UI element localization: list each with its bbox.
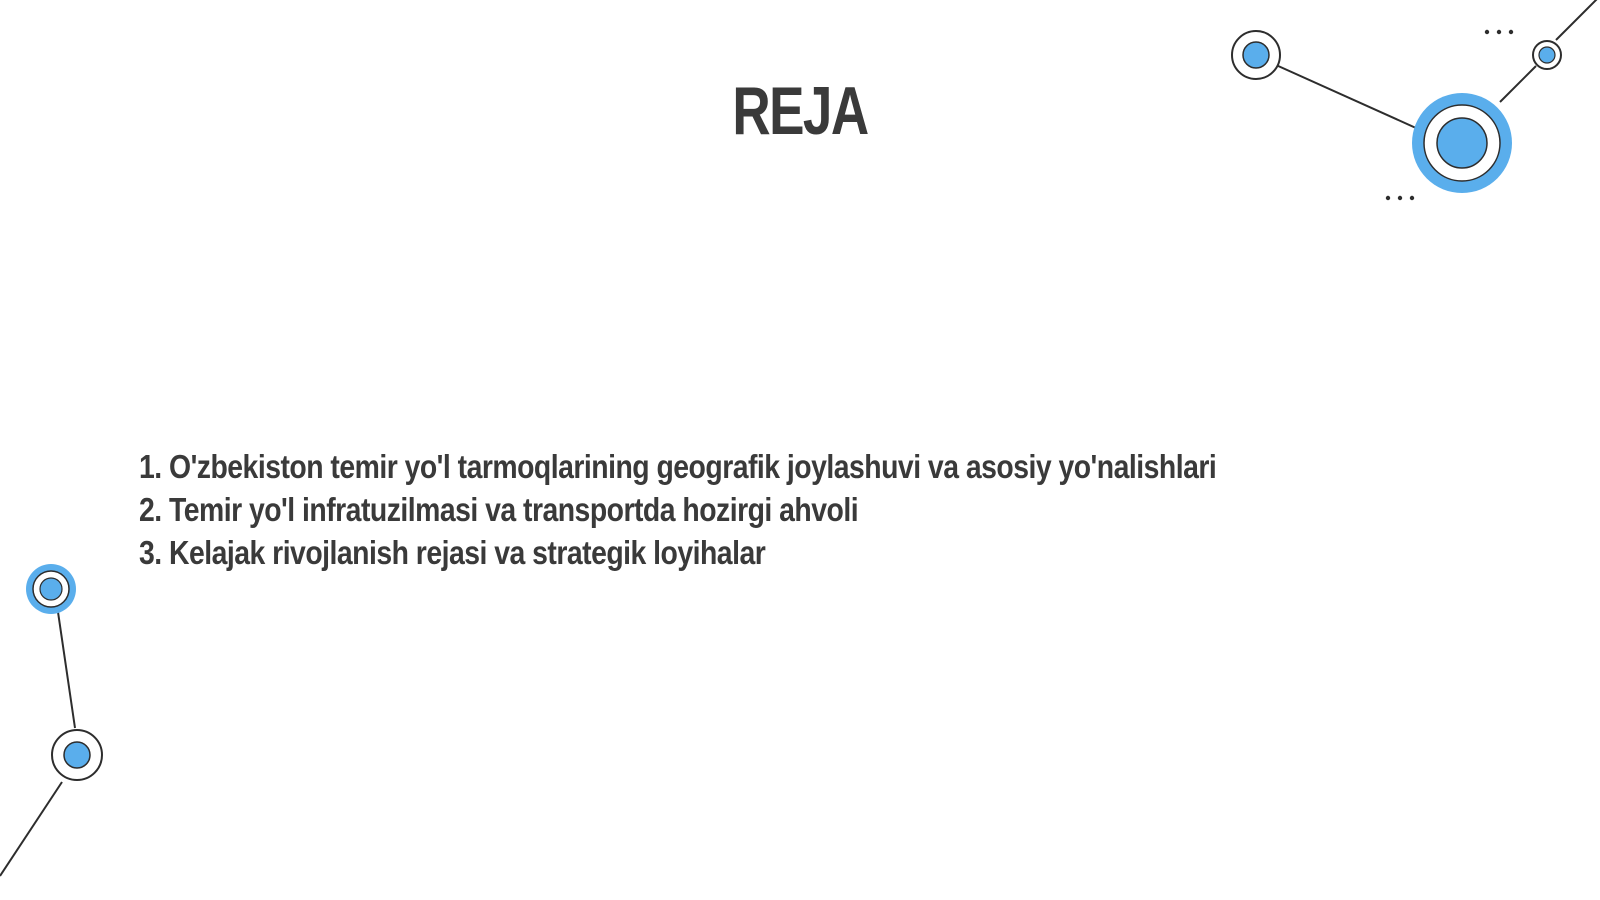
network-node-icon: [52, 730, 102, 780]
network-node-icon: [1412, 93, 1512, 193]
connector-line: [0, 782, 62, 876]
bottom-left-network: [0, 564, 102, 876]
plan-list: [139, 445, 1392, 574]
connector-line: [1556, 0, 1600, 40]
ellipsis-icon: [1386, 196, 1414, 200]
connector-line: [58, 612, 75, 728]
slide-title: REJA: [732, 73, 868, 149]
plan-item: 2. Temir yo'l infratuzilmasi va transportda hozirgi ahvoli: [139, 491, 859, 528]
connector-line: [1500, 66, 1536, 102]
plan-item: 1. O'zbekiston temir yo'l tarmoqlarining geografik joylashuvi va asosiy yo'nalishlari: [139, 448, 1217, 485]
network-node-icon: [1533, 41, 1561, 69]
network-node-icon: [26, 564, 76, 614]
plan-item: 3. Kelajak rivojlanish rejasi va strategik loyihalar: [139, 534, 766, 571]
ellipsis-icon: [1485, 30, 1513, 34]
